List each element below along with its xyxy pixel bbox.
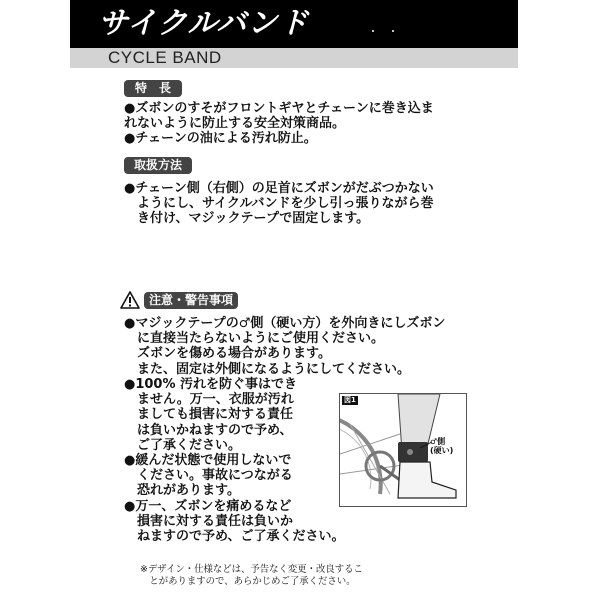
features-text xyxy=(124,101,434,147)
usage-line: ようにし、サイクルバンドを少し引っ張りながら巻 xyxy=(124,196,434,212)
warning-line: ご了承ください。 xyxy=(124,437,242,453)
warning-line: ●緩んだ状態で使用しないで xyxy=(124,453,292,468)
usage-text xyxy=(124,181,434,227)
header-dot xyxy=(392,30,394,32)
warning-line: また、固定は外側になるようにしてください。 xyxy=(124,361,411,377)
warning-line: ●マジックテープの♂側（硬い方）を外向きにしズボン xyxy=(124,316,446,331)
figure-tag: 図1 xyxy=(344,396,356,404)
footnote xyxy=(140,564,363,588)
warning-line: ねますので予め、ご了承ください。 xyxy=(124,529,345,545)
warning-line: ●100% 汚れを防ぐ事はでき xyxy=(124,377,298,392)
warning-line: ください。事故につながる xyxy=(124,468,293,484)
warnings-label: 注意・警告事項 xyxy=(144,292,238,309)
page-subtitle: CYCLE BAND xyxy=(108,48,222,67)
features-line: ●ズボンのすそがフロントギヤとチェーンに巻き込ま xyxy=(124,101,434,116)
usage-line: き付け、マジックテープで固定します。 xyxy=(124,211,370,227)
warning-line: ません。万一、衣服が汚れ xyxy=(124,392,294,408)
warning-line: は負いかねますので予め、 xyxy=(124,422,293,438)
footnote-line: とがありますので、あらかじめご了承ください。 xyxy=(140,575,356,587)
figure-label xyxy=(430,437,453,455)
features-line: れないように防止する安全対策商品。 xyxy=(124,116,346,132)
header-dot xyxy=(372,30,374,32)
usage-label: 取扱方法 xyxy=(124,157,192,174)
figure-label-line: ♂側 xyxy=(430,437,446,446)
page-title: サイクルバンド xyxy=(98,6,310,41)
warning-line: 恐れがあります。 xyxy=(124,483,240,499)
features-line: ●チェーンの油による汚れ防止。 xyxy=(124,131,317,147)
footnote-line: ※デザイン・仕様などは、予告なく変更・改良するこ xyxy=(140,564,363,575)
warning-line: ズボンを傷める場合があります。 xyxy=(124,346,331,362)
warning-line: ●万一、ズボンを痛めるなど xyxy=(124,499,292,514)
warning-icon xyxy=(120,291,140,309)
warning-item-4 xyxy=(124,499,344,545)
warning-item-2 xyxy=(124,377,297,453)
warning-item-1 xyxy=(124,316,445,377)
warning-item-3 xyxy=(124,453,293,499)
warning-line: に直接当たらないようにご使用ください。 xyxy=(124,331,385,347)
usage-line: ●チェーン側（右側）の足首にズボンがだぶつかない xyxy=(124,181,434,196)
figure-label-line: (硬い) xyxy=(430,446,454,455)
figure-illustration xyxy=(339,393,467,507)
warning-line: 損害に対する責任は負いか xyxy=(124,514,294,530)
features-label: 特 長 xyxy=(124,80,182,97)
warning-line: ましても損害に対する責任 xyxy=(124,407,294,423)
